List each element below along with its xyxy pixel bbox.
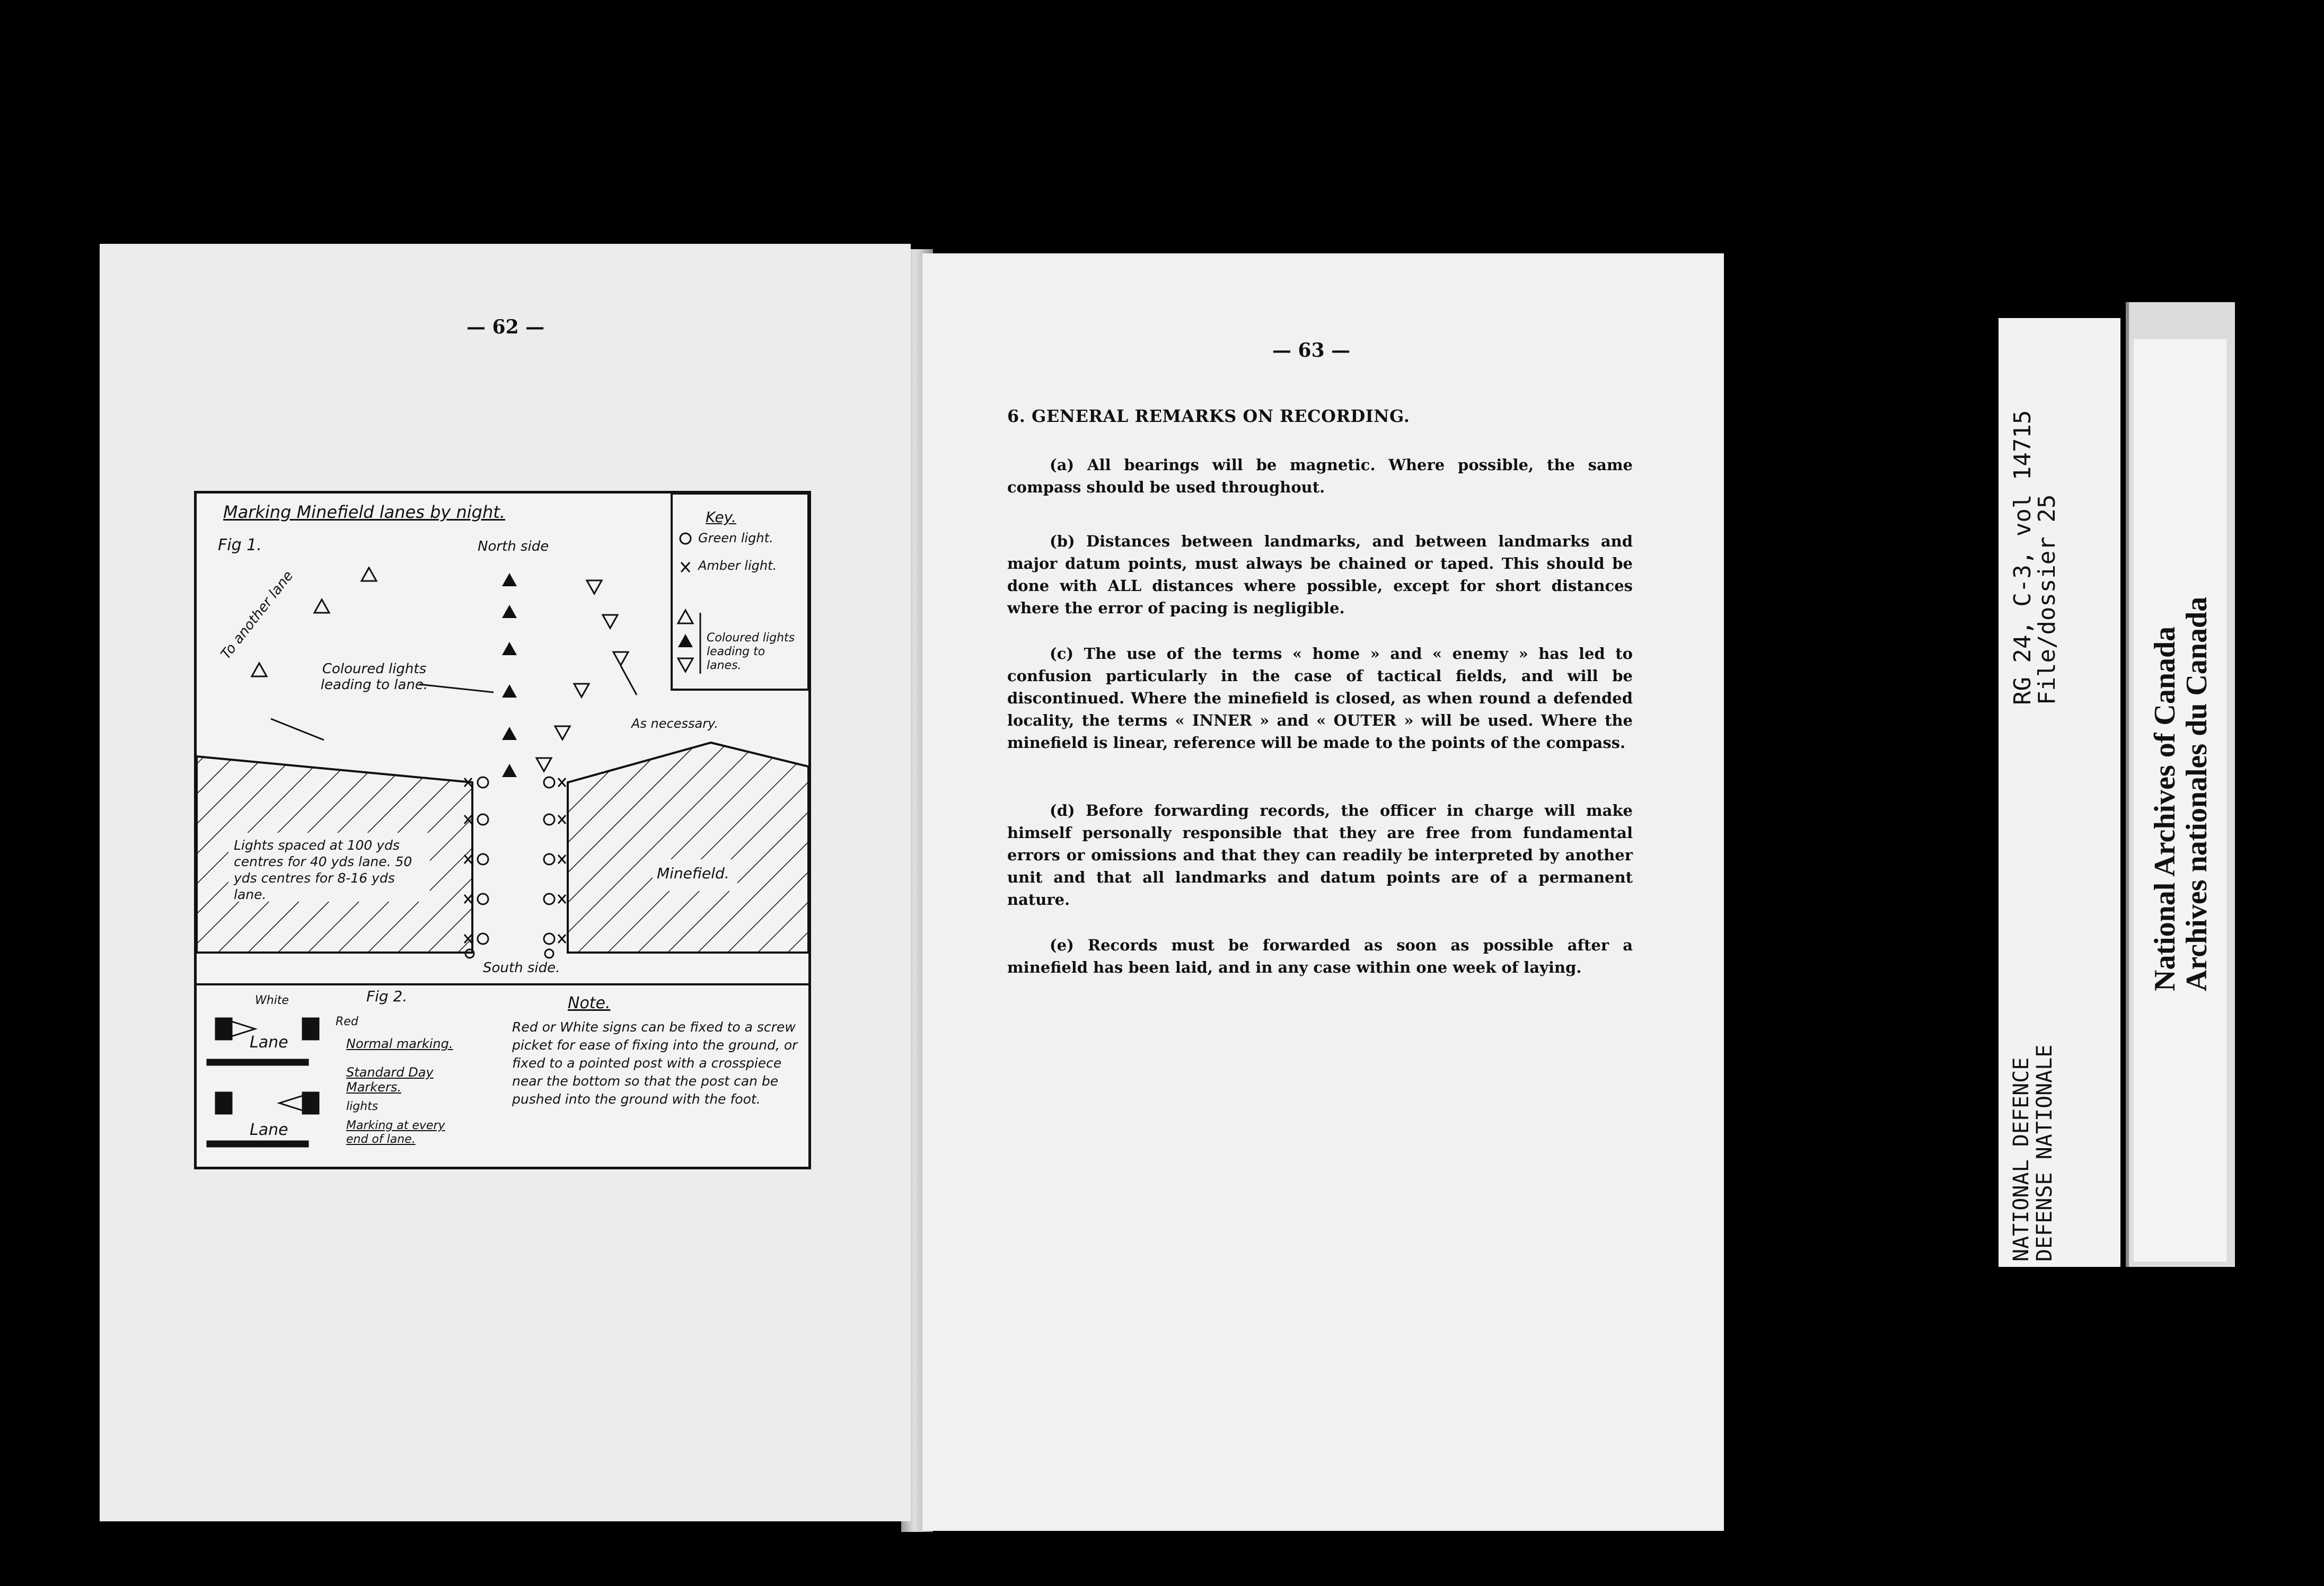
- reference-line-2: File/dossier 25: [2034, 494, 2061, 705]
- department-line-2: DEFENSE NATIONALE: [2032, 1044, 2057, 1262]
- lane-label-2: Lane: [250, 1121, 288, 1139]
- red-label: Red: [336, 1015, 358, 1028]
- fig2-label: Fig 2.: [366, 988, 408, 1005]
- paragraph-a: (a) All bearings will be magnetic. Where possible, the same compass should be used throughout.: [1007, 456, 1633, 496]
- marking-each-end-label: Marking at every end of lane.: [346, 1119, 445, 1146]
- reference-line-1: RG 24, C-3, vol 14715: [2009, 410, 2036, 705]
- arrow-as-necessary: [621, 666, 637, 695]
- key-green-label: Green light.: [698, 531, 773, 545]
- standard-day-markers-label: Standard Day Markers.: [346, 1065, 434, 1095]
- normal-marking-label: Normal marking.: [346, 1036, 453, 1051]
- section-heading: 6. GENERAL REMARKS ON RECORDING.: [1007, 406, 1410, 426]
- minefield-right: [568, 743, 808, 953]
- paragraph-c: (c) The use of the terms « home » and « enemy » has led to confusion particularly in the case of tactical fields, and will be discontinued. Where the minefield is closed, as when round a defended locality, the terms « INNER » and « OUTER » will be used. Where the minefield is linear, reference will be made to the points of the compass.: [1007, 645, 1633, 752]
- as-necessary-label: As necessary.: [631, 716, 719, 731]
- amber-light-crosses: [464, 778, 566, 943]
- figure-title: Marking Minefield lanes by night.: [223, 502, 505, 522]
- paragraph-d: (d) Before forwarding records, the officer in charge will make himself personally responsible that they are free from fundamental errors or omissions and that they can readily be interpreted by another unit and that all landmarks and datum points are of a permanent nature.: [1007, 801, 1633, 909]
- coloured-lights-column: [502, 573, 517, 777]
- paragraph-b: (b) Distances between landmarks, and between landmarks and major datum points, must always be chained or taped. This should be done with ALL distances where possible, except for short distances where the error of pacing is negligible.: [1007, 532, 1633, 617]
- coloured-lights-label: Coloured lights leading to lane.: [320, 661, 428, 693]
- note-title: Note.: [568, 994, 611, 1012]
- minefield-label: Minefield.: [657, 865, 729, 882]
- key-coloured-label: Coloured lights leading to lanes.: [707, 631, 795, 672]
- key-title: Key.: [706, 508, 736, 526]
- north-side-label: North side: [478, 539, 549, 554]
- paragraph-e: (e) Records must be forwarded as soon as possible after a minefield has been laid, and in any case within one week of laying.: [1007, 936, 1633, 976]
- south-side-label: South side.: [483, 960, 560, 976]
- key-amber-symbol: [681, 562, 690, 572]
- arrow-another-lane: [271, 719, 324, 740]
- another-lane-label: To another lane: [218, 568, 297, 663]
- minefield-lane-marking-figure: [194, 491, 811, 1169]
- lane-lights: [465, 777, 554, 958]
- archives-name-fr: Archives nationales du Canada: [2180, 596, 2213, 991]
- key-green-symbol: [680, 533, 691, 544]
- white-label: White: [255, 994, 289, 1007]
- lights-label: lights: [346, 1100, 378, 1113]
- page-number-right: — 63 —: [1272, 339, 1351, 362]
- archives-name-en: National Archives of Canada: [2149, 626, 2181, 991]
- page-number-left: — 62 —: [466, 316, 545, 338]
- lane-label-1: Lane: [250, 1033, 288, 1052]
- key-amber-label: Amber light.: [698, 558, 777, 573]
- fig1-label: Fig 1.: [218, 536, 262, 554]
- lights-spaced-label: Lights spaced at 100 yds centres for 40 yds lane. 50 yds centres for 8-16 yds lane.: [234, 838, 412, 902]
- department-line-1: NATIONAL DEFENCE: [2009, 1057, 2034, 1262]
- note-text: Red or White signs can be fixed to a screw picket for ease of fixing into the ground, or fixed to a pointed post with a crosspiece near the bottom so that the post can be pushed into the ground with the foot.: [512, 1019, 798, 1107]
